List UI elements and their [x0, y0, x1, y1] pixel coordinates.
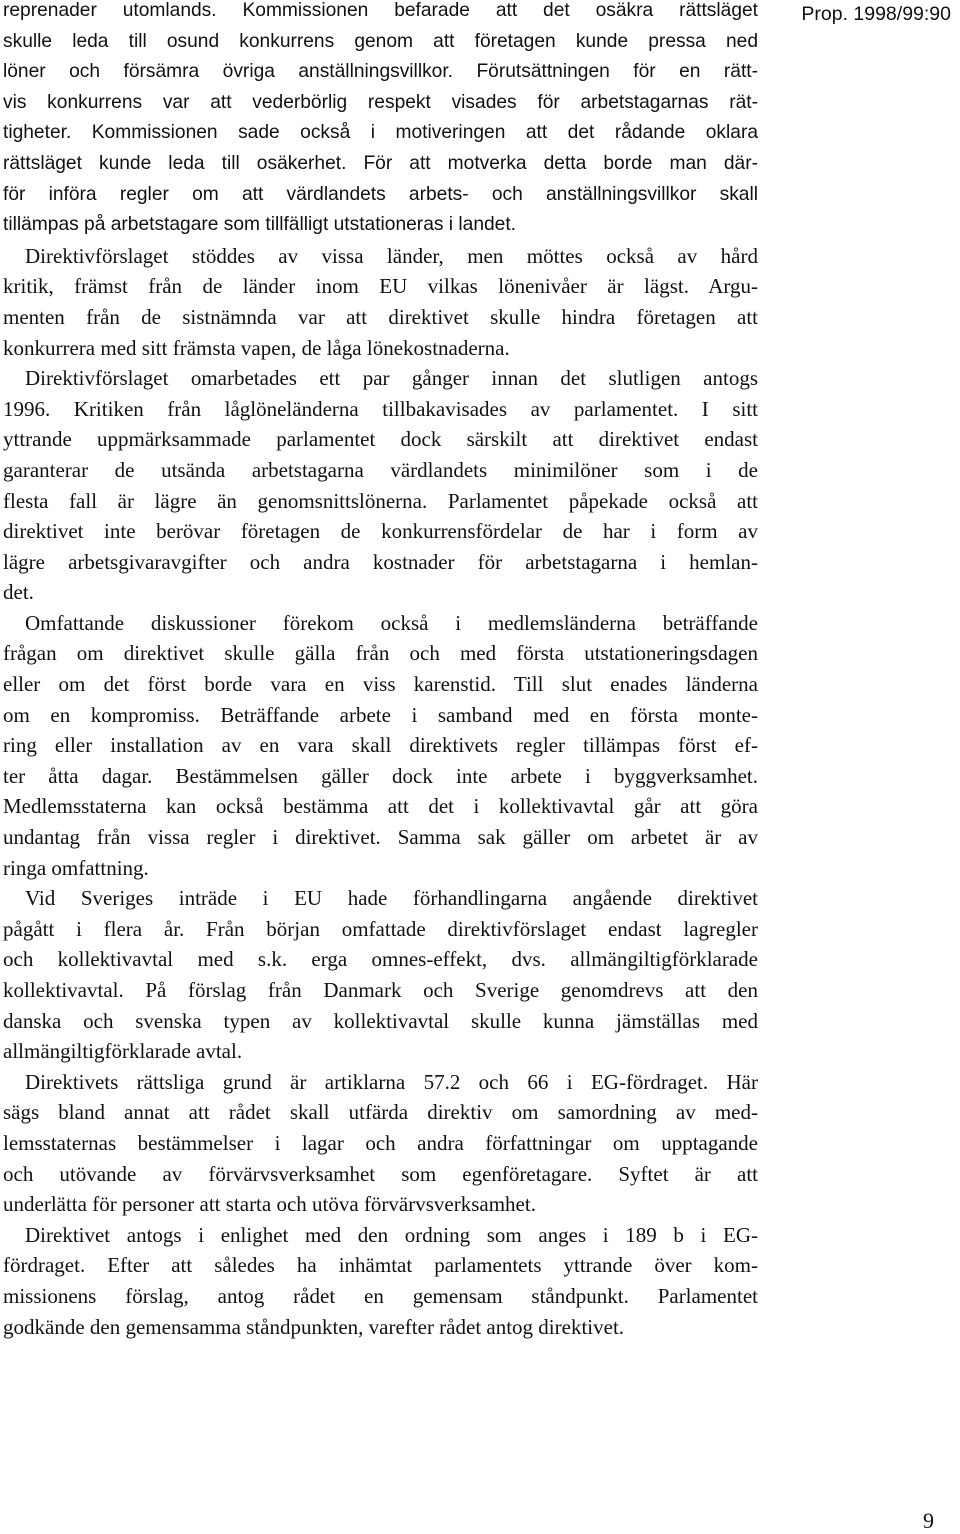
text-line: garanterar de utsända arbetstagarna värdlandets minimilöner som i de: [3, 457, 758, 482]
text-line: Direktivförslaget stöddes av vissa länder, men möttes också av hård: [25, 243, 758, 268]
text-line: ter åtta dagar. Bestämmelsen gäller dock inte arbete i byggverksamhet.: [3, 763, 758, 788]
proposition-reference: Prop. 1998/99:90: [801, 3, 951, 25]
text-line: tillämpas på arbetstagare som tillfälligt utstationeras i landet.: [3, 214, 516, 236]
text-line: eller om det först borde vara en viss karenstid. Till slut enades länderna: [3, 672, 758, 697]
text-line: kollektivavtal. På förslag från Danmark och Sverige genomdrevs att den: [3, 978, 758, 1002]
text-line: Medlemsstaterna kan också bestämma att det i kollektivavtal går att göra: [3, 794, 758, 819]
text-line: lägre arbetsgivaravgifter och andra kostnader för arbetstagarna i hemlan-: [3, 549, 758, 574]
text-line: Omfattande diskussioner förekom också i medlemsländerna beträffande: [25, 610, 758, 635]
text-line: ring eller installation av en vara skall direktivets regler tillämpas först ef-: [3, 733, 758, 758]
text-line: direktivet inte berövar företagen de konkurrensfördelar de har i form av: [3, 519, 758, 544]
text-line: danska och svenska typen av kollektivavtal skulle kunna jämställas med: [3, 1008, 758, 1033]
text-line: Direktivförslaget omarbetades ett par gånger innan det slutligen antogs: [25, 366, 758, 391]
text-line: allmängiltigförklarade avtal.: [3, 1039, 243, 1064]
text-line: flesta fall är lägre än genomsnittslönerna. Parlamentet påpekade också att: [3, 488, 758, 513]
text-line: och kollektivavtal med s.k. erga omnes-effekt, dvs. allmängiltigförklarade: [3, 947, 758, 972]
text-line: för införa regler om att värdlandets arbets- och anställningsvillkor skall: [3, 183, 758, 205]
text-line: Direktivets rättsliga grund är artiklarna 57.2 och 66 i EG-fördraget. Här: [25, 1069, 758, 1094]
body-text: [3, 0, 758, 1342]
page-number: 9: [923, 1508, 934, 1533]
text-line: fördraget. Efter att således ha inhämtat parlamentets yttrande över kom-: [3, 1253, 758, 1278]
text-line: missionens förslag, antog rådet en gemensam ståndpunkt. Parlamentet: [3, 1283, 758, 1308]
text-line: det.: [3, 580, 34, 605]
text-line: kritik, främst från de länder inom EU vilkas lönenivåer är lägst. Argu-: [3, 274, 758, 299]
text-line: Direktivet antogs i enlighet med den ordning som anges i 189 b i EG-: [25, 1222, 758, 1247]
text-line: yttrande uppmärksammade parlamentet dock särskilt att direktivet endast: [3, 427, 758, 452]
text-line: konkurrera med sitt främsta vapen, de låga lönekostnaderna.: [3, 335, 510, 360]
text-line: vis konkurrens var att vederbörlig respekt visades för arbetstagarnas rät-: [3, 91, 758, 113]
text-line: frågan om direktivet skulle gälla från och med första utstationeringsdagen: [3, 641, 758, 666]
text-line: lemsstaternas bestämmelser i lagar och andra författningar om upptagande: [3, 1130, 758, 1155]
text-line: 1996. Kritiken från låglöneländerna tillbakavisades av parlamentet. I sitt: [3, 396, 758, 421]
text-line: menten från de sistnämnda var att direktivet skulle hindra företagen att: [3, 304, 758, 329]
text-line: om en kompromiss. Beträffande arbete i samband med en första monte-: [3, 702, 758, 727]
text-line: och utövande av förvärvsverksamhet som egenföretagare. Syftet är att: [3, 1161, 758, 1186]
text-line: tigheter. Kommissionen sade också i motiveringen att det rådande oklara: [3, 122, 758, 144]
text-line: undantag från vissa regler i direktivet. Samma sak gäller om arbetet är av: [3, 825, 758, 850]
text-line: reprenader utomlands. Kommissionen befarade att det osäkra rättsläget: [3, 0, 758, 21]
text-line: ringa omfattning.: [3, 855, 149, 880]
text-line: rättsläget kunde leda till osäkerhet. För att motverka detta borde man där-: [3, 152, 758, 174]
text-line: löner och försämra övriga anställningsvillkor. Förutsättningen för en rätt-: [3, 61, 758, 83]
text-line: skulle leda till osund konkurrens genom att företagen kunde pressa ned: [3, 30, 758, 52]
text-line: sägs bland annat att rådet skall utfärda direktiv om samordning av med-: [3, 1100, 758, 1125]
text-line: godkände den gemensamma ståndpunkten, varefter rådet antog direktivet.: [3, 1314, 625, 1339]
text-line: Vid Sveriges inträde i EU hade förhandlingarna angående direktivet: [25, 886, 758, 911]
text-line: pågått i flera år. Från början omfattade direktivförslaget endast lagregler: [3, 916, 758, 941]
text-line: underlätta för personer att starta och utöva förvärvsverksamhet.: [3, 1192, 536, 1217]
